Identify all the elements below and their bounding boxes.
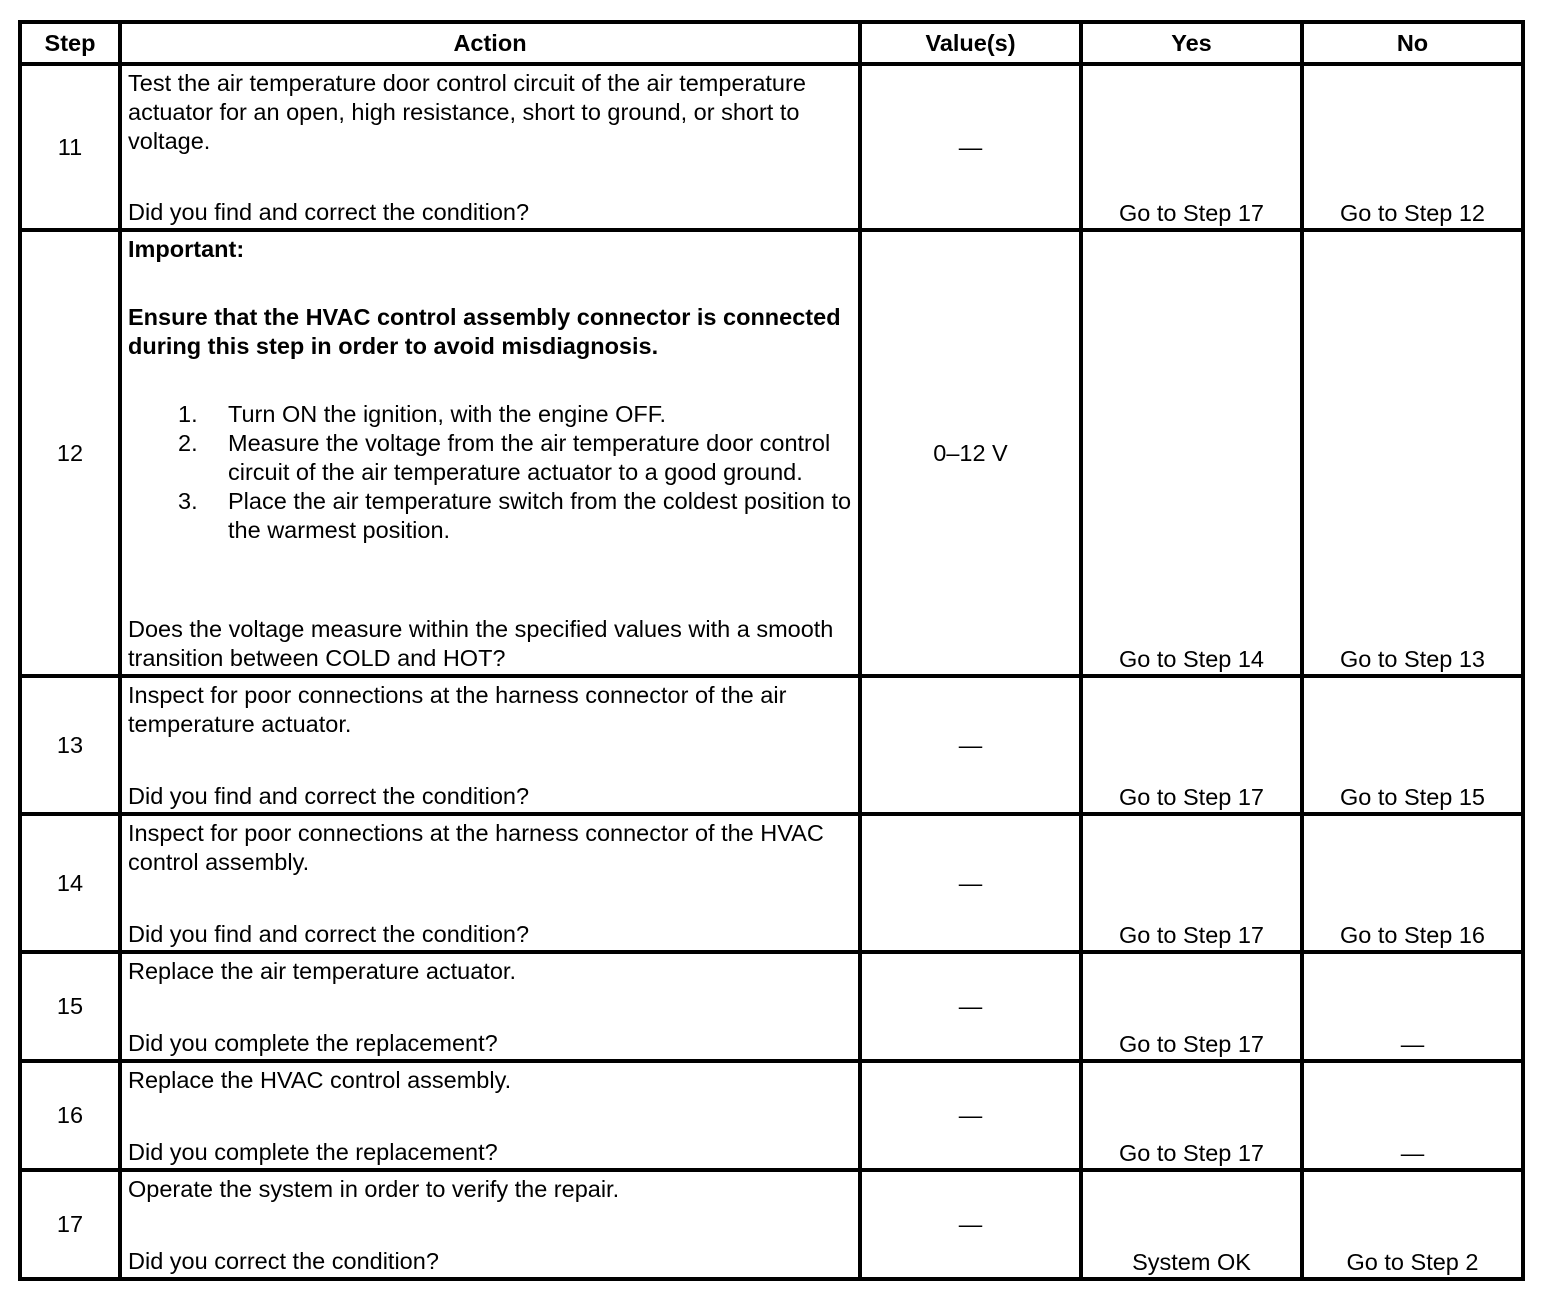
value-cell: 0–12 V — [860, 230, 1081, 676]
step-number: 17 — [20, 1170, 120, 1279]
header-step: Step — [20, 22, 120, 64]
action-text: Operate the system in order to verify the repair. — [128, 1176, 620, 1202]
action-question: Did you complete the replacement? — [128, 1030, 498, 1056]
action-cell — [120, 676, 860, 814]
action-cell — [120, 64, 860, 230]
header-values: Value(s) — [860, 22, 1081, 64]
action-question: Did you correct the condition? — [128, 1248, 439, 1274]
yes-cell: System OK — [1081, 1170, 1302, 1279]
important-note: Ensure that the HVAC control assembly connector is connected during this step in order to avoid misdiagnosis. — [128, 304, 841, 359]
action-question: Did you find and correct the condition? — [128, 783, 530, 809]
action-question: Did you complete the replacement? — [128, 1139, 498, 1165]
yes-cell: Go to Step 14 — [1081, 230, 1302, 676]
table-header-row — [20, 22, 1523, 64]
step-number: 15 — [20, 952, 120, 1061]
step-number: 11 — [20, 64, 120, 230]
value-cell: — — [860, 1061, 1081, 1170]
list-item: 1. Turn ON the ignition, with the engine OFF. — [178, 401, 667, 427]
action-cell — [120, 814, 860, 952]
no-cell: — — [1302, 1061, 1523, 1170]
action-cell — [120, 952, 860, 1061]
action-text: Inspect for poor connections at the harness connector of the air temperature actuator. — [128, 682, 787, 737]
action-text: Replace the HVAC control assembly. — [128, 1067, 512, 1093]
action-question: Does the voltage measure within the specified values with a smooth transition between COLD and HOT? — [128, 616, 834, 671]
step-number: 14 — [20, 814, 120, 952]
yes-cell: Go to Step 17 — [1081, 952, 1302, 1061]
yes-cell: Go to Step 17 — [1081, 814, 1302, 952]
important-label: Important: — [128, 236, 245, 262]
step-number: 13 — [20, 676, 120, 814]
yes-cell: Go to Step 17 — [1081, 64, 1302, 230]
no-cell: Go to Step 2 — [1302, 1170, 1523, 1279]
action-text: Test the air temperature door control circuit of the air temperature actuator for an open, high resistance, short to ground, or short to voltage. — [128, 70, 806, 154]
no-cell: Go to Step 15 — [1302, 676, 1523, 814]
header-no: No — [1302, 22, 1523, 64]
value-cell: — — [860, 1170, 1081, 1279]
table-row — [20, 64, 1523, 230]
procedure-list — [128, 400, 852, 545]
table-row — [20, 676, 1523, 814]
header-action: Action — [120, 22, 860, 64]
table-row — [20, 230, 1523, 676]
action-question: Did you find and correct the condition? — [128, 921, 530, 947]
header-yes: Yes — [1081, 22, 1302, 64]
step-number: 16 — [20, 1061, 120, 1170]
no-cell: Go to Step 16 — [1302, 814, 1523, 952]
value-cell: — — [860, 814, 1081, 952]
no-cell: Go to Step 12 — [1302, 64, 1523, 230]
action-cell — [120, 1061, 860, 1170]
list-item: 2. Measure the voltage from the air temperature door control circuit of the air temperature actuator to a good ground. — [178, 430, 831, 485]
yes-cell: Go to Step 17 — [1081, 676, 1302, 814]
action-text: Replace the air temperature actuator. — [128, 958, 516, 984]
no-cell: — — [1302, 952, 1523, 1061]
action-question: Did you find and correct the condition? — [128, 199, 530, 225]
action-cell — [120, 230, 860, 676]
table-row — [20, 1061, 1523, 1170]
table-row — [20, 1170, 1523, 1279]
action-cell — [120, 1170, 860, 1279]
no-cell: Go to Step 13 — [1302, 230, 1523, 676]
value-cell: — — [860, 64, 1081, 230]
value-cell: — — [860, 676, 1081, 814]
step-number: 12 — [20, 230, 120, 676]
yes-cell: Go to Step 17 — [1081, 1061, 1302, 1170]
value-cell: — — [860, 952, 1081, 1061]
diagnostic-table — [18, 20, 1525, 1281]
table-row — [20, 952, 1523, 1061]
table-row — [20, 814, 1523, 952]
list-item: 3. Place the air temperature switch from the coldest position to the warmest position. — [178, 488, 852, 543]
action-text: Inspect for poor connections at the harness connector of the HVAC control assembly. — [128, 820, 824, 875]
